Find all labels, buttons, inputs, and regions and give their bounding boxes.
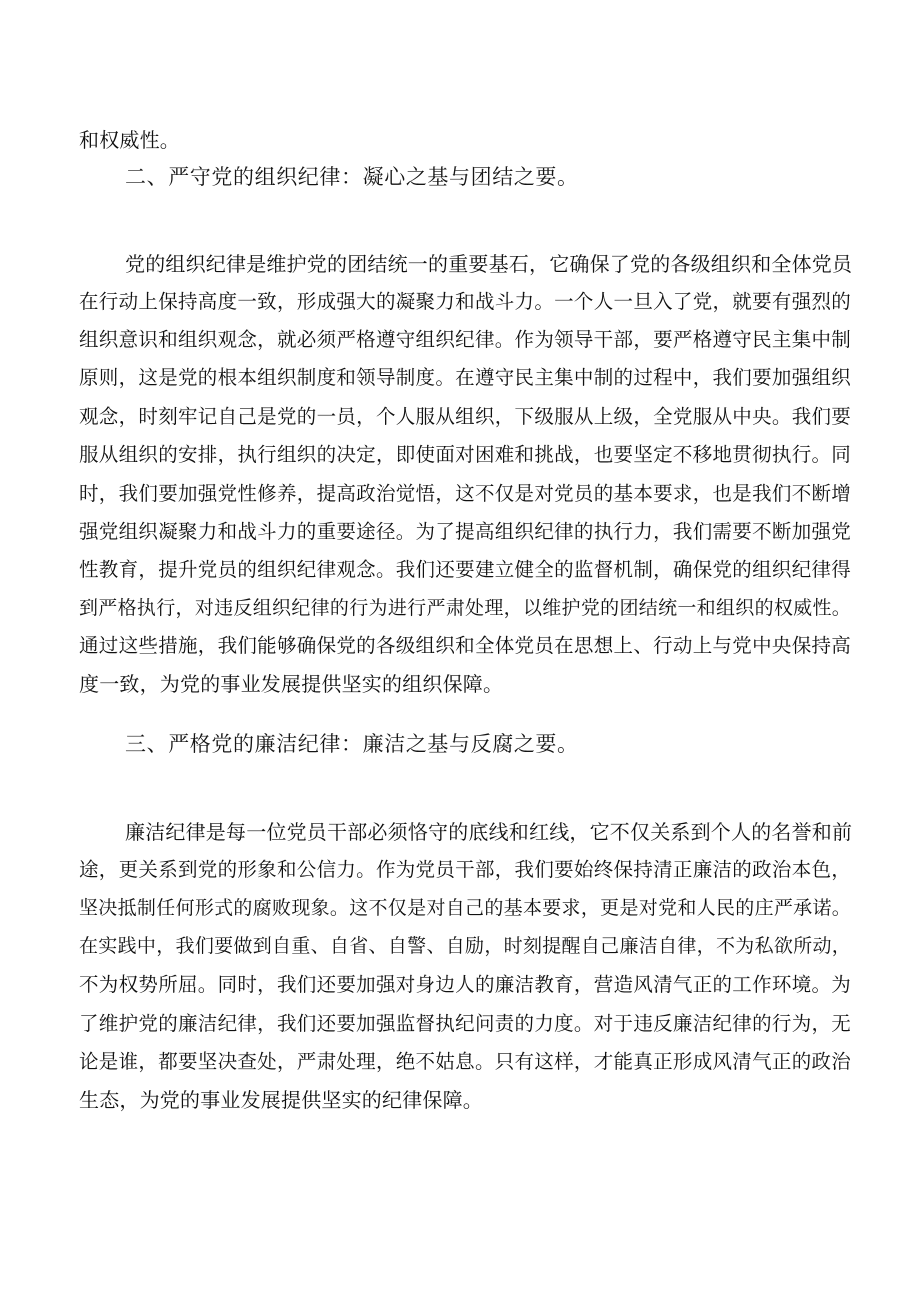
paragraph-line: 原则，这是党的根本组织制度和领导制度。在遵守民主集中制的过程中，我们要加强组织 (79, 366, 851, 389)
paragraph-tail: 和权威性。 (79, 128, 180, 152)
paragraph-line: 服从组织的安排，执行组织的决定，即使面对困难和挑战，也要坚定不移地贯彻执行。同 (79, 443, 851, 466)
paragraph-line: 组织意识和组织观念，就必须严格遵守组织纪律。作为领导干部，要严格遵守民主集中制 (79, 328, 851, 351)
paragraph-line: 坚决抵制任何形式的腐败现象。这不仅是对自己的基本要求，更是对党和人民的庄严承诺。 (79, 897, 851, 919)
paragraph-line: 到严格执行，对违反组织纪律的行为进行严肃处理，以维护党的团结统一和组织的权威性。 (79, 597, 851, 619)
paragraph-line: 在行动上保持高度一致，形成强大的凝聚力和战斗力。一个人一旦入了党，就要有强烈的 (79, 290, 851, 313)
paragraph-line: 性教育，提升党员的组织纪律观念。我们还要建立健全的监督机制，确保党的组织纪律得 (79, 558, 851, 581)
paragraph-line: 了维护党的廉洁纪律，我们还要加强监督执纪问责的力度。对于违反廉洁纪律的行为，无 (79, 1012, 851, 1035)
paragraph-line: 途，更关系到党的形象和公信力。作为党员干部，我们要始终保持清正廉洁的政治本色， (79, 858, 851, 881)
paragraph-line: 不为权势所屈。同时，我们还要加强对身边人的廉洁教育，营造风清气正的工作环境。为 (79, 973, 851, 996)
paragraph-line: 通过这些措施，我们能够确保党的各级组织和全体党员在思想上、行动上与党中央保持高 (79, 634, 851, 657)
paragraph-line: 度一致，为党的事业发展提供坚实的组织保障。 (79, 672, 504, 696)
section-2-heading: 二、严守党的组织纪律：凝心之基与团结之要。 (125, 165, 579, 189)
paragraph-line: 生态，为党的事业发展提供坚实的纪律保障。 (79, 1088, 483, 1112)
paragraph-line: 强党组织凝聚力和战斗力的重要途径。为了提高组织纪律的执行力，我们需要不断加强党 (79, 520, 851, 543)
paragraph-line: 廉洁纪律是每一位党员干部必须恪守的底线和红线，它不仅关系到个人的名誉和前 (125, 820, 853, 844)
paragraph-line: 观念，时刻牢记自己是党的一员，个人服从组织，下级服从上级，全党服从中央。我们要 (79, 405, 851, 428)
paragraph-line: 在实践中，我们要做到自重、自省、自警、自励，时刻提醒自己廉洁自律，不为私欲所动， (79, 935, 851, 957)
paragraph-line: 时，我们要加强党性修养，提高政治觉悟，这不仅是对党员的基本要求，也是我们不断增 (79, 482, 851, 505)
paragraph-line: 党的组织纪律是维护党的团结统一的重要基石，它确保了党的各级组织和全体党员 (125, 252, 853, 276)
paragraph-line: 论是谁，都要坚决查处，严肃处理，绝不姑息。只有这样，才能真正形成风清气正的政治 (79, 1050, 851, 1073)
section-3-heading: 三、严格党的廉洁纪律：廉洁之基与反腐之要。 (125, 732, 579, 756)
